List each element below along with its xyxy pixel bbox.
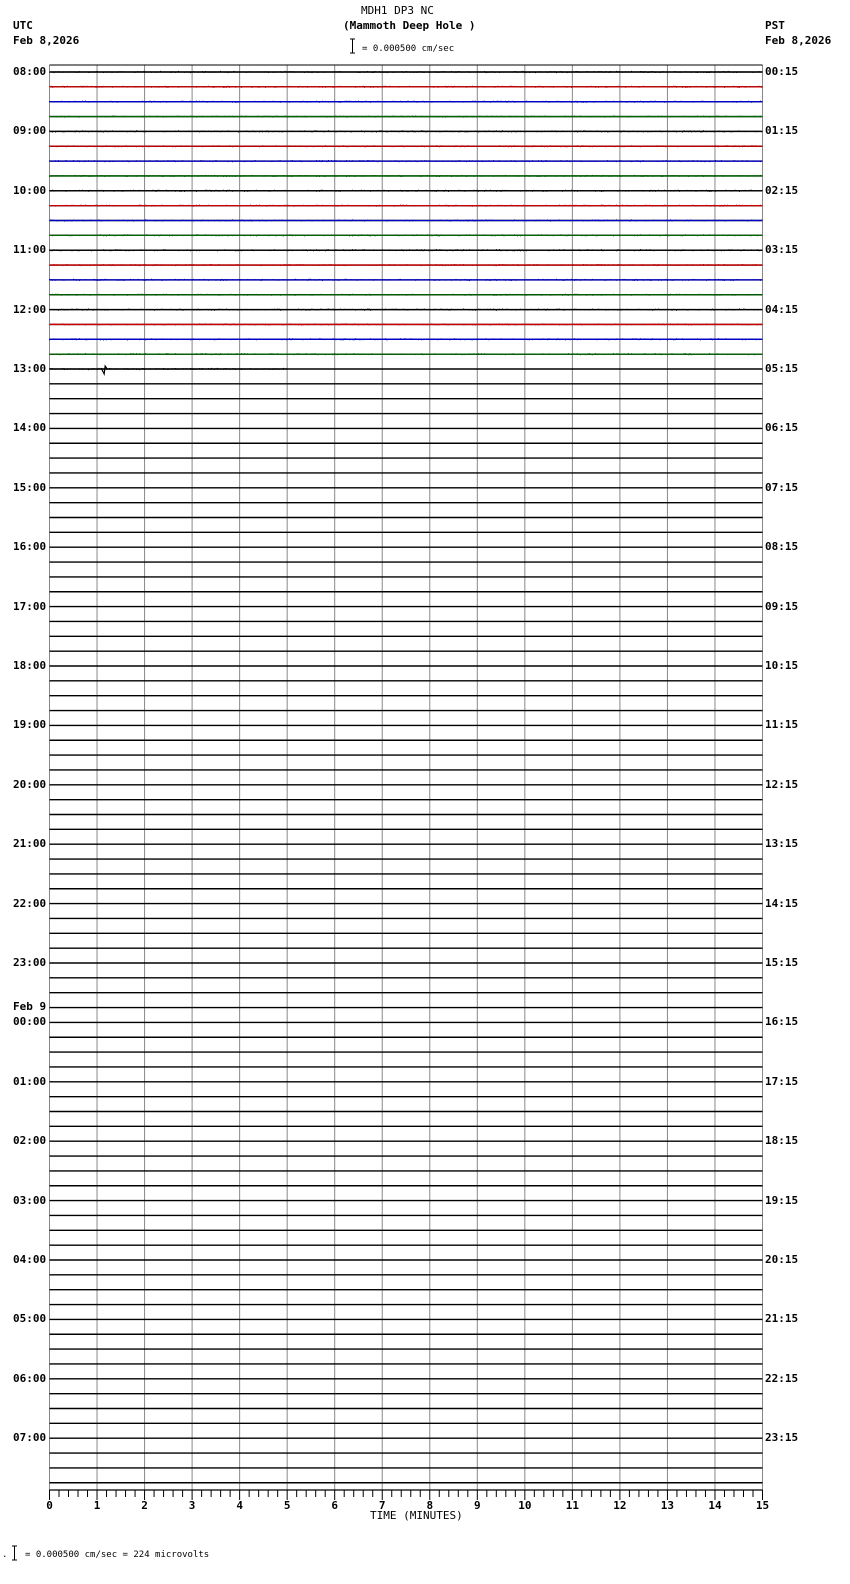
svg-text:9: 9 bbox=[473, 1499, 481, 1512]
pst-hour-label: 18:15 bbox=[765, 1134, 799, 1148]
pst-hour-label: 17:15 bbox=[765, 1074, 799, 1088]
utc-date-label: Feb 9 bbox=[13, 1000, 47, 1014]
utc-hour-label: 13:00 bbox=[13, 362, 47, 375]
pst-hour-label: 05:15 bbox=[765, 362, 799, 375]
utc-hour-label: 00:00 bbox=[13, 1015, 47, 1029]
utc-hour-label: 14:00 bbox=[13, 421, 47, 435]
svg-text:7: 7 bbox=[378, 1499, 386, 1512]
pst-hour-label: 01:15 bbox=[765, 124, 799, 138]
pst-hour-label: 16:15 bbox=[765, 1015, 799, 1029]
pst-hour-label: 12:15 bbox=[765, 777, 799, 791]
utc-hour-label: 08:00 bbox=[13, 65, 47, 78]
left-date: Feb 8,2026 bbox=[13, 34, 80, 47]
svg-text:0: 0 bbox=[46, 1499, 53, 1512]
pst-hour-label: 23:15 bbox=[765, 1431, 799, 1445]
svg-text:12: 12 bbox=[613, 1499, 627, 1512]
right-date: Feb 8,2026 bbox=[765, 34, 832, 47]
pst-hour-label: 19:15 bbox=[765, 1193, 799, 1207]
pst-hour-label: 14:15 bbox=[765, 896, 799, 910]
utc-hour-label: 23:00 bbox=[13, 956, 47, 969]
utc-hour-label: 21:00 bbox=[13, 837, 47, 851]
svg-text:6: 6 bbox=[331, 1499, 339, 1512]
utc-hour-label: 01:00 bbox=[13, 1074, 47, 1088]
pst-hour-label: 22:15 bbox=[765, 1371, 799, 1385]
pst-hour-label: 10:15 bbox=[765, 659, 799, 672]
svg-text:2: 2 bbox=[141, 1499, 148, 1512]
pst-hour-label: 13:15 bbox=[765, 837, 799, 851]
utc-hour-label: 09:00 bbox=[13, 124, 47, 138]
svg-text:5: 5 bbox=[283, 1499, 291, 1512]
x-axis-label: TIME (MINUTES) bbox=[370, 1509, 463, 1522]
scale-note-prefix: . bbox=[2, 1550, 8, 1560]
utc-hour-label: 02:00 bbox=[13, 1134, 47, 1148]
pst-hour-label: 15:15 bbox=[765, 956, 799, 969]
utc-hour-label: 17:00 bbox=[13, 599, 47, 613]
pst-hour-label: 08:15 bbox=[765, 540, 799, 554]
pst-hour-label: 06:15 bbox=[765, 421, 799, 435]
station-subtitle: (Mammoth Deep Hole ) bbox=[343, 19, 476, 32]
station-title: MDH1 DP3 NC bbox=[361, 4, 434, 17]
utc-hour-label: 05:00 bbox=[13, 1312, 47, 1326]
pst-hour-label: 09:15 bbox=[765, 599, 799, 613]
utc-hour-label: 11:00 bbox=[13, 243, 47, 257]
svg-text:14: 14 bbox=[708, 1499, 722, 1512]
pst-hour-label: 11:15 bbox=[765, 718, 799, 732]
pst-hour-label: 20:15 bbox=[765, 1253, 799, 1266]
utc-hour-label: 10:00 bbox=[13, 183, 47, 197]
svg-text:1: 1 bbox=[93, 1499, 101, 1512]
utc-hour-label: 20:00 bbox=[13, 777, 47, 791]
svg-text:15: 15 bbox=[755, 1499, 770, 1512]
utc-hour-label: 06:00 bbox=[13, 1371, 47, 1385]
utc-hour-label: 16:00 bbox=[13, 540, 47, 554]
scale-note: = 0.000500 cm/sec = 224 microvolts bbox=[25, 1550, 210, 1560]
svg-text:8: 8 bbox=[426, 1499, 434, 1512]
right-timezone: PST bbox=[765, 19, 785, 32]
svg-text:4: 4 bbox=[236, 1499, 243, 1512]
pst-hour-label: 07:15 bbox=[765, 480, 799, 494]
svg-text:13: 13 bbox=[660, 1499, 675, 1512]
pst-hour-label: 21:15 bbox=[765, 1312, 799, 1326]
utc-hour-label: 04:00 bbox=[13, 1253, 47, 1266]
svg-text:10: 10 bbox=[518, 1499, 532, 1512]
scale-label: = 0.000500 cm/sec bbox=[362, 44, 455, 54]
utc-hour-label: 22:00 bbox=[13, 896, 47, 910]
pst-hour-label: 03:15 bbox=[765, 243, 799, 257]
utc-hour-label: 07:00 bbox=[13, 1431, 47, 1445]
pst-hour-label: 00:15 bbox=[765, 65, 799, 78]
svg-text:11: 11 bbox=[565, 1499, 579, 1512]
utc-hour-label: 19:00 bbox=[13, 718, 47, 732]
pst-hour-label: 04:15 bbox=[765, 302, 799, 316]
pst-hour-label: 02:15 bbox=[765, 183, 799, 197]
svg-text:3: 3 bbox=[188, 1499, 196, 1512]
utc-hour-label: 18:00 bbox=[13, 659, 47, 672]
utc-hour-label: 15:00 bbox=[13, 480, 47, 494]
utc-hour-label: 12:00 bbox=[13, 302, 47, 316]
left-timezone: UTC bbox=[13, 19, 33, 32]
utc-hour-label: 03:00 bbox=[13, 1193, 47, 1207]
